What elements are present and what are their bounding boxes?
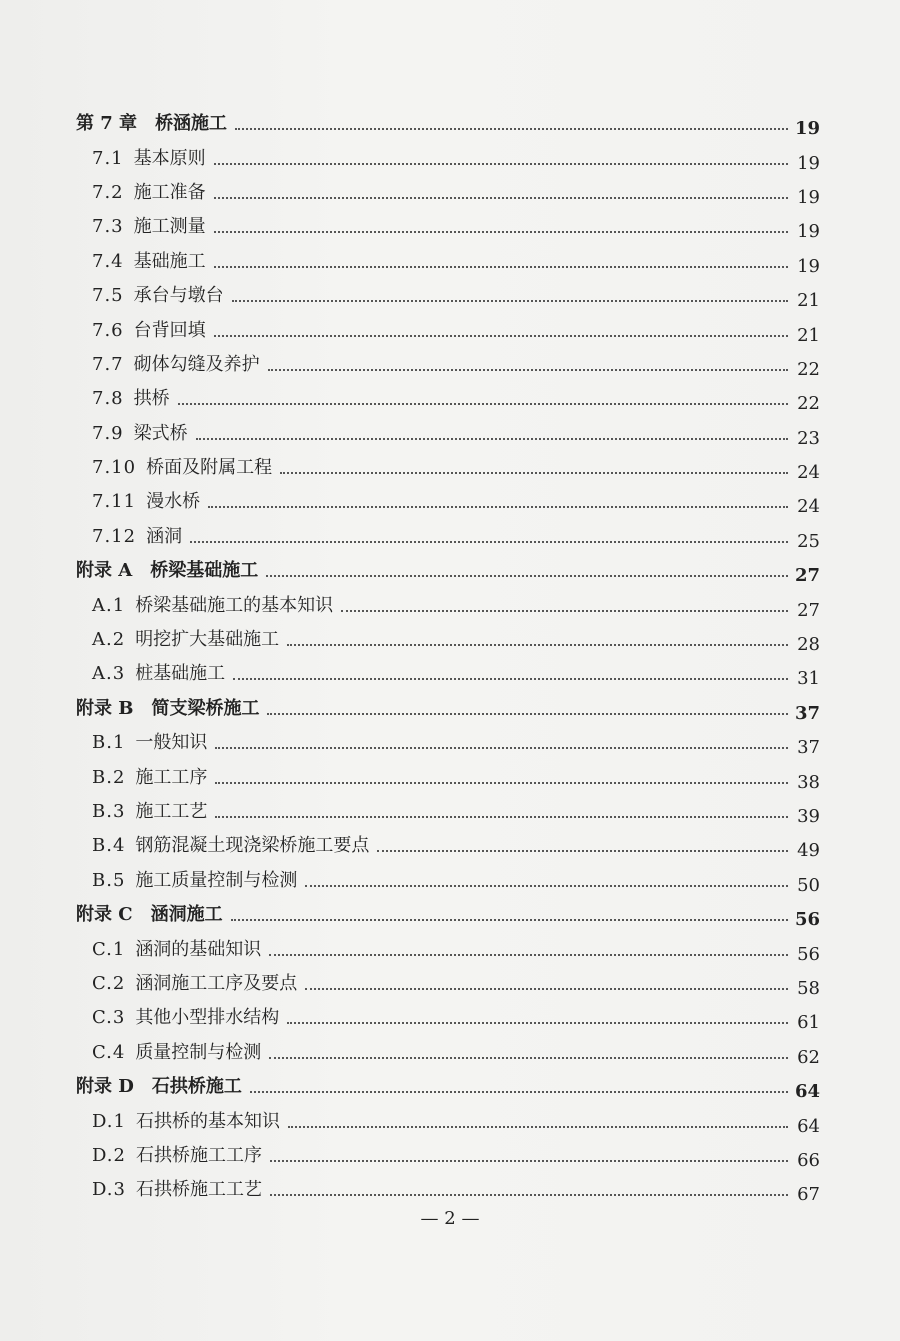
toc-chapter-entry[interactable] [0, 898, 900, 932]
toc-entry-page: 19 [797, 221, 820, 243]
dot-leader [287, 642, 788, 646]
dot-leader [178, 401, 788, 405]
dot-leader [232, 298, 788, 302]
dot-leader [270, 1192, 788, 1196]
dot-leader [250, 1089, 788, 1093]
toc-entry-title: 石拱桥施工 [151, 1076, 242, 1098]
toc-entry-page: 24 [797, 462, 820, 484]
toc-entry-page: 19 [794, 118, 820, 140]
toc-entry-page: 66 [797, 1149, 820, 1171]
toc-section-entry[interactable] [0, 795, 900, 829]
toc-section-entry[interactable] [0, 1001, 900, 1035]
toc-entry-number: 7.9 [92, 422, 124, 444]
dot-leader [196, 436, 788, 440]
dot-leader [341, 608, 788, 612]
toc-entry-title: 明挖扩大基础施工 [135, 629, 280, 651]
toc-entry-number: 7.4 [92, 250, 124, 272]
dot-leader [268, 367, 788, 371]
toc-entry-page: 64 [794, 1081, 820, 1103]
toc-entry-page: 21 [797, 290, 820, 312]
toc-section-entry[interactable] [0, 210, 900, 244]
dot-leader [280, 470, 788, 474]
toc-section-entry[interactable] [0, 726, 900, 760]
toc-entry-title: 桥涵施工 [155, 113, 228, 135]
toc-entry-page: 38 [797, 771, 820, 793]
dot-leader [208, 504, 788, 508]
toc-entry-number: C.4 [92, 1041, 126, 1063]
dot-leader [231, 917, 788, 921]
toc-section-entry[interactable] [0, 623, 900, 657]
toc-entry-title: 施工质量控制与检测 [135, 869, 298, 891]
toc-entry-page: 19 [797, 186, 820, 208]
toc-entry-page: 58 [797, 977, 820, 999]
toc-entry-title: 拱桥 [133, 388, 170, 410]
toc-section-entry[interactable] [0, 348, 900, 382]
toc-entry-page: 50 [797, 874, 820, 896]
toc-section-entry[interactable] [0, 313, 900, 347]
toc-entry-number: 7.3 [92, 216, 124, 238]
toc-entry-page: 37 [797, 737, 820, 759]
toc-entry-title: 桥梁基础施工的基本知识 [135, 594, 334, 616]
dot-leader [214, 264, 788, 268]
toc-entry-number: 7.8 [92, 388, 124, 410]
toc-entry-page: 23 [797, 427, 820, 449]
toc-entry-number: D.2 [92, 1144, 126, 1166]
toc-entry-number: B.1 [92, 732, 126, 754]
toc-section-entry[interactable] [0, 1139, 900, 1173]
toc-entry-page: 67 [797, 1184, 820, 1206]
toc-section-entry[interactable] [0, 1173, 900, 1207]
toc-entry-number: 7.5 [92, 285, 124, 307]
dot-leader [269, 952, 788, 956]
toc-entry-number: B.3 [92, 801, 126, 822]
toc-entry-number: A.1 [92, 594, 126, 616]
toc-entry-page: 56 [794, 909, 820, 931]
toc-entry-number: 第 7 章 [76, 113, 138, 135]
toc-entry-number: 7.1 [92, 147, 124, 169]
dot-leader [215, 814, 788, 818]
toc-section-entry[interactable] [0, 245, 900, 279]
dot-leader [214, 229, 788, 233]
toc-entry-title: 漫水桥 [146, 491, 201, 513]
toc-section-entry[interactable] [0, 176, 900, 210]
dot-leader [214, 333, 788, 337]
toc-entry-title: 施工工序 [135, 766, 208, 788]
toc-chapter-entry[interactable] [0, 554, 900, 588]
toc-entry-page: 19 [797, 152, 820, 174]
toc-section-entry[interactable] [0, 760, 900, 794]
toc-section-entry[interactable] [0, 829, 900, 863]
dot-leader [305, 883, 788, 887]
toc-entry-page: 39 [797, 806, 820, 827]
toc-section-entry[interactable] [0, 967, 900, 1001]
toc-entry-title: 砌体勾缝及养护 [133, 353, 260, 375]
toc-entry-number: 附录 A [76, 560, 133, 582]
table-of-contents [0, 107, 900, 1208]
toc-entry-title: 涵洞的基础知识 [135, 938, 262, 960]
toc-entry-page: 61 [797, 1012, 820, 1034]
toc-entry-number: C.3 [92, 1007, 126, 1029]
toc-section-entry[interactable] [0, 382, 900, 416]
dot-leader [270, 1158, 788, 1162]
toc-section-entry[interactable] [0, 1036, 900, 1070]
toc-entry-number: B.2 [92, 766, 126, 788]
dot-leader [377, 848, 788, 852]
toc-entry-title: 一般知识 [135, 732, 208, 754]
toc-entry-title: 石拱桥施工工序 [135, 1144, 262, 1166]
toc-entry-page: 27 [794, 565, 820, 587]
toc-entry-number: 7.6 [92, 319, 124, 341]
toc-entry-page: 28 [797, 634, 820, 656]
toc-entry-number: 附录 D [76, 1076, 134, 1098]
toc-entry-page: 27 [797, 599, 820, 621]
toc-entry-number: 附录 C [76, 904, 133, 926]
toc-section-entry[interactable] [0, 932, 900, 966]
toc-chapter-entry[interactable] [0, 692, 900, 726]
toc-section-entry[interactable] [0, 1104, 900, 1138]
dot-leader [266, 573, 788, 577]
toc-entry-number: 7.7 [92, 353, 124, 375]
toc-section-entry[interactable] [0, 864, 900, 898]
toc-entry-title: 施工工艺 [135, 801, 208, 822]
dot-leader [269, 1055, 788, 1059]
dot-leader [215, 780, 788, 784]
dot-leader [215, 745, 788, 749]
toc-entry-page: 22 [797, 358, 820, 380]
toc-entry-title: 梁式桥 [133, 422, 188, 444]
toc-entry-title: 桩基础施工 [135, 663, 226, 685]
dot-leader [190, 539, 788, 543]
toc-entry-number: B.4 [92, 835, 126, 857]
toc-entry-title: 其他小型排水结构 [135, 1007, 280, 1029]
toc-chapter-entry[interactable] [0, 107, 900, 141]
toc-entry-number: A.2 [92, 629, 126, 651]
dot-leader [288, 1124, 788, 1128]
toc-section-entry[interactable] [0, 141, 900, 175]
toc-entry-title: 简支梁桥施工 [151, 697, 260, 719]
toc-entry-number: 7.2 [92, 181, 124, 203]
toc-entry-title: 承台与墩台 [133, 285, 224, 307]
toc-entry-page: 21 [797, 324, 820, 346]
toc-entry-number: 附录 B [76, 697, 134, 719]
toc-section-entry[interactable] [0, 588, 900, 622]
toc-entry-title: 石拱桥的基本知识 [135, 1110, 280, 1132]
toc-entry-number: 7.11 [92, 491, 137, 513]
toc-entry-title: 基本原则 [133, 147, 206, 169]
toc-entry-page: 19 [797, 255, 820, 277]
toc-entry-page: 22 [797, 393, 820, 415]
dot-leader [235, 126, 788, 130]
dot-leader [214, 161, 788, 165]
toc-entry-title: 施工测量 [133, 216, 206, 238]
toc-entry-number: 7.10 [92, 457, 137, 479]
dot-leader [214, 195, 788, 199]
toc-entry-page: 49 [797, 840, 820, 862]
toc-entry-title: 涵洞施工工序及要点 [135, 972, 298, 994]
toc-entry-title: 质量控制与检测 [135, 1041, 262, 1063]
page-number-footer: — 2 — [420, 1208, 480, 1229]
toc-entry-title: 台背回填 [133, 319, 206, 341]
toc-entry-page: 56 [797, 943, 820, 965]
toc-entry-title: 桥面及附属工程 [146, 457, 273, 479]
toc-entry-number: D.3 [92, 1179, 126, 1201]
toc-entry-page: 64 [797, 1115, 820, 1137]
toc-entry-title: 基础施工 [133, 250, 206, 272]
dot-leader [305, 986, 788, 990]
toc-entry-title: 钢筋混凝土现浇梁桥施工要点 [135, 835, 370, 857]
toc-chapter-entry[interactable] [0, 1070, 900, 1104]
toc-entry-number: C.1 [92, 938, 126, 960]
dot-leader [287, 1020, 788, 1024]
toc-section-entry[interactable] [0, 485, 900, 519]
toc-entry-page: 62 [797, 1046, 820, 1068]
dot-leader [233, 676, 788, 680]
toc-entry-number: B.5 [92, 869, 126, 891]
toc-entry-title: 桥梁基础施工 [150, 560, 259, 582]
toc-entry-number: A.3 [92, 663, 126, 685]
toc-entry-title: 施工准备 [133, 181, 206, 203]
toc-entry-page: 25 [797, 530, 820, 552]
toc-entry-title: 石拱桥施工工艺 [135, 1179, 262, 1201]
toc-entry-page: 31 [797, 668, 820, 690]
toc-entry-page: 24 [797, 496, 820, 518]
toc-entry-number: 7.12 [92, 525, 137, 547]
toc-section-entry[interactable] [0, 451, 900, 485]
toc-entry-number: D.1 [92, 1110, 126, 1132]
toc-entry-page: 37 [794, 702, 820, 724]
toc-section-entry[interactable] [0, 520, 900, 554]
toc-entry-title: 涵洞 [146, 525, 183, 547]
toc-section-entry[interactable] [0, 279, 900, 313]
toc-entry-title: 涵洞施工 [150, 904, 223, 926]
toc-entry-number: C.2 [92, 972, 126, 994]
dot-leader [267, 711, 788, 715]
toc-section-entry[interactable] [0, 417, 900, 451]
toc-section-entry[interactable] [0, 657, 900, 691]
